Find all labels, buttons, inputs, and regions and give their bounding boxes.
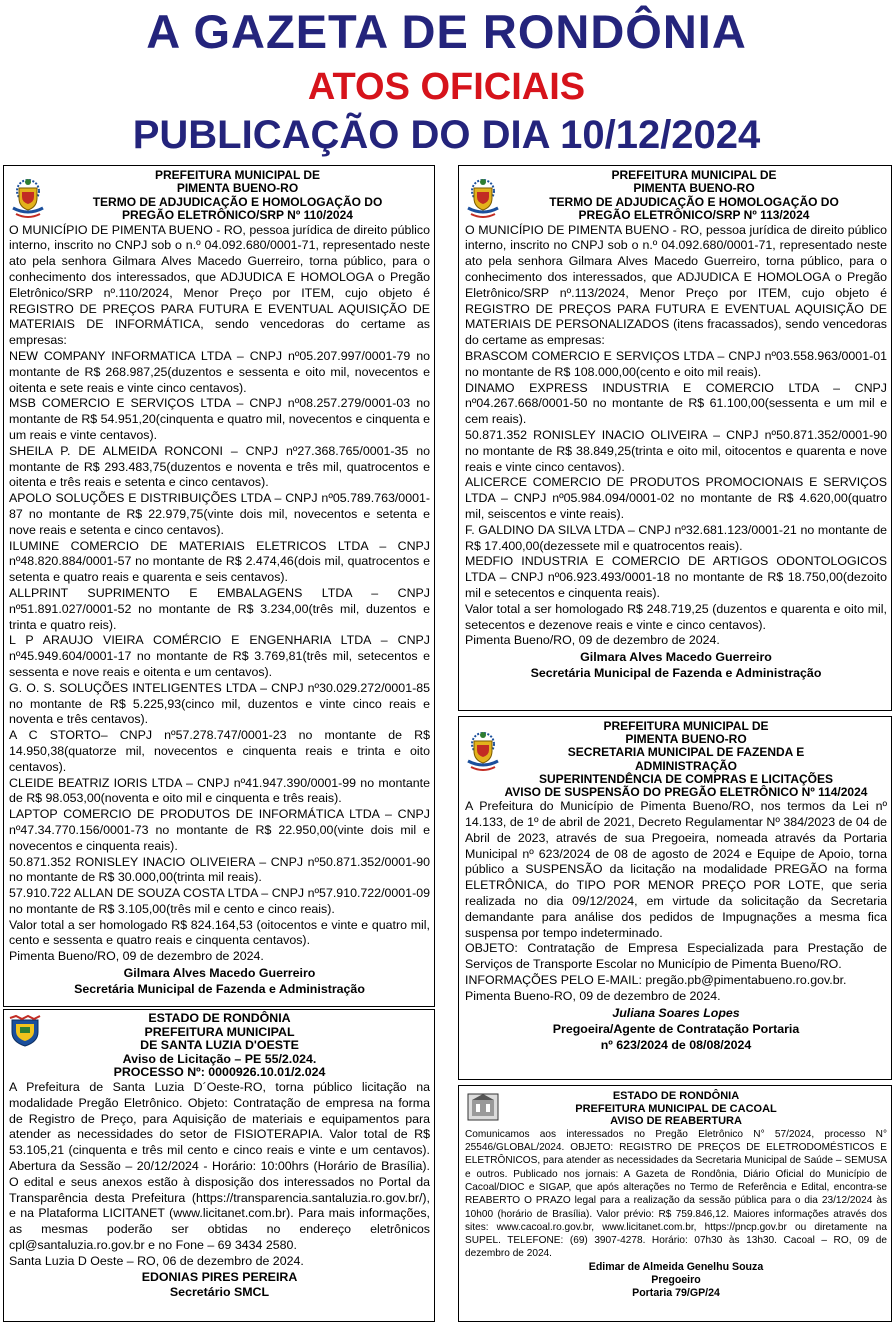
paragraph: L P ARAUJO VIEIRA COMÉRCIO E ENGENHARIA LTDA – CNPJ nº45.949.604/0001-17 no montante de R$ 3.769,81(três mil, setecentos e sessenta e nove reais e oitenta e um centavos). [9,633,430,679]
newspaper-title: A GAZETA DE RONDÔNIA [146,5,747,58]
heading-line: PREFEITURA MUNICIPAL DE CACOAL [575,1102,777,1115]
signatory-name: EDONIAS PIRES PEREIRA [141,1269,298,1284]
paragraph: 50.871.352 RONISLEY INACIO OLIVEIERA – CNPJ nº50.871.352/0001-90 no montante de R$ 30.000,00(trinta mil reais). [9,854,430,885]
signatory-name: Gilmara Alves Macedo Guerreiro [123,966,316,981]
paragraph: ALICERCE COMERCIO DE PRODUTOS PROMOCIONAIS E SERVIÇOS LTDA – CNPJ nº05.984.094/0001-02 no montante de R$ 4.620,00(quatro mil, seiscentos e vinte reais). [465,475,887,521]
signatory-reference: Portaria 79/GP/24 [632,1287,720,1300]
heading-line: DE SANTA LUZIA D'OESTE [140,1038,299,1053]
paragraph: Pimenta Bueno-RO, 09 de dezembro de 2024. [465,988,721,1003]
paragraph: NEW COMPANY INFORMATICA LTDA – CNPJ nº05.207.997/0001-79 no montante de R$ 268.987,25(duzentos e sessenta e oito mil, novecentos e oitenta e sete reais e vinte cinco centavos). [9,349,430,395]
heading-line: SECRETARIA MUNICIPAL DE FAZENDA E [567,745,805,760]
paragraph: A Prefeitura de Santa Luzia D´Oeste-RO, torna público licitação na modalidade Pregão Eletrônico. Objeto: Contratação de empresa na forma de Registro de Preço, para Aquisição de materiais e equipamentos para atender as necessidades do setor de FISIOTERAPIA. Valor total de R$ 53.105,21 (cinquenta e três mil cento e cinco reais e vinte e um centavos). Abertura da Sessão – 20/12/2024 - Horário: 10:00hrs (Horário de Brasília). O edital e seus anexos estão à disposição dos interessados no Portal da Transparência desta Prefeitura (https://transparencia.santaluzia.ro.gov.br/), e na Plataforma LICITANET (www.licitanet.com.br). Para mais informações, as mesmas poderão ser obtidas no endereço eletrônicos cpl@santaluzia.ro.gov.br e no Fone – 69 3434 2580. [9,1079,430,1252]
notice-cacoal-reabertura [458,1085,892,1322]
signatory-name: Juliana Soares Lopes [612,1005,740,1020]
signatory-title: Pregoeiro [651,1273,701,1286]
paragraph: LAPTOP COMERCIO DE PRODUTOS DE INFORMÁTICA LTDA – CNPJ nº47.34.770.156/0001-73 no montante de R$ 22.950,00(vinte dois mil e novecentos e cinquenta reais). [9,807,430,853]
heading-line: SUPERINTENDÊNCIA DE COMPRAS E LICITAÇÕES [538,771,834,786]
paragraph: SHEILA P. DE ALMEIDA RONCONI – CNPJ nº27.368.765/0001-35 no montante de R$ 293.483,75(duzentos e noventa e três mil, quatrocentos e oitenta e três reais e setenta e cinco centavos). [9,443,430,490]
heading-line: PREFEITURA MUNICIPAL DE [603,719,769,733]
notice-pregao-113 [458,165,892,711]
coat-of-arms-icon [465,727,501,777]
paragraph: APOLO SOLUÇÕES E DISTRIBUIÇÕES LTDA – CNPJ nº05.789.763/0001-87 no montante de R$ 22.979,75(vinte dois mil, novecentos e setenta e nove reais e setenta e cinco centavos). [9,491,430,537]
paragraph: A C STORTO– CNPJ nº57.278.747/0001-23 no montante de R$ 14.950,38(quatorze mil, novecentos e cinquenta reais e trinta e oito centavos). [9,728,430,774]
signatory-title: Secretária Municipal de Fazenda e Administração [74,982,365,997]
heading-line: AVISO DE SUSPENSÃO DO PREGÃO ELETRÔNICO Nº 114/2024 [504,785,868,800]
heading-line: TERMO DE ADJUDICAÇÃO E HOMOLOGAÇÃO DO [549,194,839,209]
paragraph: 57.910.722 ALLAN DE SOUZA COSTA LTDA – CNPJ nº57.910.722/0001-09 no montante de R$ 3.105,00(três mil e cento e cinco reais). [9,886,430,916]
paragraph: Valor total a ser homologado R$ 824.164,53 (oitocentos e vinte e quatro mil, cento e sessenta e quatro reais e cinquenta centavos). [9,917,430,948]
paragraph: ILUMINE COMERCIO DE MATERIAIS ELETRICOS LTDA – CNPJ nº48.820.884/0001-57 no montante de R$ 2.474,46(dois mil, quatrocentos e setenta e quatro reais e quarenta e seis centavos). [9,538,430,585]
heading-line: PREGÃO ELETRÔNICO/SRP Nº 110/2024 [122,208,353,223]
paragraph: G. O. S. SOLUÇÕES INTELIGENTES LTDA – CNPJ nº30.029.272/0001-85 no montante de R$ 5.225,93(cinco mil, duzentos e vinte cinco reais e noventa e três centavos). [9,680,430,727]
paragraph: Pimenta Bueno/RO, 09 de dezembro de 2024. [465,633,720,648]
paragraph: Comunicamos aos interessados no Pregão Eletrônico N° 57/2024, processo N° 25546/GLOBAL/2024. OBJETO: REGISTRO DE PREÇOS DE ELETRODOMÉSTICOS E ELETRÔNICOS, para atender as necessidades da Secretaria Municipal de Saúde – SEMUSA e outros. Publicado nos jornais: A Gazeta de Rondônia, Diário Oficial do Município de Cacoal/DIOC e SIGAP, que após alterações no Termo de Referência e Edital, encontra-se REABERTO O PRAZO legal para a realização da sessão pública para o dia 23/12/2024 às 10h00 (horário de Brasília). Valor prévio: R$ 759.846,12. Maiores informações através dos sites: www.cacoal.ro.gov.br, www.licitanet.com.br, https://pncp.gov.br ou diretamente na SUPEL. TELEFONE: (69) 3907-4278. Horário: 07h30 às 13h30. Cacoal – RO, 09 de dezembro de 2024. [465,1128,887,1260]
signatory-title: Secretário SMCL [169,1284,270,1299]
coat-of-arms-icon [465,174,501,224]
paragraph: O MUNICÍPIO DE PIMENTA BUENO - RO, pessoa jurídica de direito público interno, inscrito no CNPJ sob o n.º 04.092.680/0001-71, representado neste ato pela senhora Gilmara Alves Macedo Guerreiro, torna público, para o conhecimento dos interessados, que ADJUDICA E HOMOLOGA o Pregão Eletrônico/SRP nº.113/2024, Menor Preço por ITEM, cujo objeto é REGISTRO DE PREÇOS PARA FUTURA E EVENTUAL AQUISIÇÃO DE MATERIAIS DE PERSONALIZADOS (itens fracassados), sendo vencedoras do certame as empresas: [465,222,887,348]
paragraph: BRASCOM COMERCIO E SERVIÇOS LTDA – CNPJ nº03.558.963/0001-01 no montante de R$ 108.000,00(cento e oito mil reais). [465,349,887,379]
masthead [0,0,893,162]
paragraph: OBJETO: Contratação de Empresa Especializada para Prestação de Serviços de Transporte Escolar no Município de Pimenta Bueno/RO. [465,941,887,972]
paragraph: MEDFIO INDUSTRIA E COMERCIO DE ARTIGOS ODONTOLOGICOS LTDA – CNPJ nº06.923.493/0001-18 no montante de R$ 18.750,00(dezoito mil e setecentos e cinquenta reais). [465,554,887,600]
paragraph: Santa Luzia D Oeste – RO, 06 de dezembro de 2024. [9,1253,304,1268]
heading-line: ESTADO DE RONDÔNIA [612,1090,740,1102]
heading-line: PREGÃO ELETRÔNICO/SRP Nº 113/2024 [578,208,810,223]
heading-line: PREFEITURA MUNICIPAL [144,1024,295,1039]
heading-line: PIMENTA BUENO-RO [176,181,299,196]
heading-line: PREFEITURA MUNICIPAL DE [154,168,321,182]
heading-line: PROCESSO Nº: 0000926.10.01/2.024 [113,1065,326,1080]
paragraph: F. GALDINO DA SILVA LTDA – CNPJ nº32.681.123/0001-21 no montante de R$ 17.400,00(dezessete mil e quatrocentos reais). [465,522,887,553]
heading-line: ADMINISTRAÇÃO [635,758,737,773]
heading-line: Aviso de Licitação – PE 55/2.024. [122,1051,317,1066]
paragraph: CLEIDE BEATRIZ IORIS LTDA – CNPJ nº41.947.390/0001-99 no montante de R$ 98.053,00(noventa e oito mil e cinquenta e três reais). [9,775,430,806]
paragraph: DINAMO EXPRESS INDUSTRIA E COMERCIO LTDA – CNPJ nº04.267.668/0001-50 no montante de R$ 61.100,00(sessenta e um mil e cem reais). [465,380,887,427]
heading-line: TERMO DE ADJUDICAÇÃO E HOMOLOGAÇÃO DO [92,194,383,209]
paragraph: MSB COMERCIO E SERVIÇOS LTDA – CNPJ nº08.257.279/0001-03 no montante de R$ 54.951,20(cinquenta e quatro mil, novecentos e cinquenta e um reais e vinte centavos). [9,396,430,442]
heading-line: PIMENTA BUENO-RO [633,181,755,196]
paragraph: O MUNICÍPIO DE PIMENTA BUENO - RO, pessoa jurídica de direito público interno, inscrito no CNPJ sob o n.º 04.092.680/0001-71, representado neste ato pela senhora Gilmara Alves Macedo Guerreiro, torna público, para o conhecimento dos interessados, que ADJUDICA E HOMOLOGA o Pregão Eletrônico/SRP nº.110/2024, Menor Preço por ITEM, cujo objeto é REGISTRO DE PREÇOS PARA FUTURA E EVENTUAL AQUISIÇÃO DE MATERIAIS DE INFORMÁTICA, sendo vencedoras do certame as empresas: [9,222,430,348]
paragraph: Valor total a ser homologado R$ 248.719,25 (duzentos e quarenta e oito mil, setecentos e dezenove reais e vinte e cinco centavos). [465,601,887,632]
signatory-name: Edimar de Almeida Genelhu Souza [588,1260,764,1273]
heading-line: ESTADO DE RONDÔNIA [148,1011,291,1025]
heading-line: PREFEITURA MUNICIPAL DE [611,168,777,182]
paragraph: Pimenta Bueno/RO, 09 de dezembro de 2024. [9,949,264,964]
signatory-title: Secretária Municipal de Fazenda e Administração [530,666,822,681]
paragraph: INFORMAÇÕES PELO E-MAIL: pregão.pb@pimentabueno.ro.gov.br. [465,972,847,987]
signatory-name: Gilmara Alves Macedo Guerreiro [580,650,772,665]
paragraph: A Prefeitura do Município de Pimenta Bueno/RO, nos termos da Lei nº 14.133, de 1º de abril de 2021, Decreto Regulamentar Nº 384/2023 de 04 de Abril de 2023, através de sua Pregoeira, nomeada através da Portaria Municipal nº 623/2024 de 08 de agosto de 2024 e Equipe de Apoio, torna público a SUSPENSÃO da licitação na modalidade PREGÃO na forma ELETRÔNICA, do TIPO POR MENOR PREÇO POR LOTE, que seria realizada no dia 09/12/2024, em virtude da solicitação da Secretaria demandante para análise dos pedidos de Impugnações a mesma fica suspensa por tempo indeterminado. [465,799,887,940]
section-title: ATOS OFICIAIS [307,66,586,108]
notice-suspensao-pregao-114 [458,716,892,1080]
paragraph: 50.871.352 RONISLEY INACIO OLIVEIRA – CNPJ nº50.871.352/0001-90 no montante de R$ 38.849,25(trinta e oito mil, oitocentos e quarenta e nove reais e vinte cinco centavos). [465,427,887,474]
notice-santa-luzia-pe-55 [3,1009,435,1322]
signatory-reference: nº 623/2024 de 08/08/2024 [600,1037,752,1052]
coat-of-arms-icon [8,1014,42,1048]
heading-line: PIMENTA BUENO-RO [625,732,747,747]
coat-of-arms-icon [10,174,46,224]
edition-date: PUBLICAÇÃO DO DIA 10/12/2024 [132,113,761,157]
paragraph: ALLPRINT SUPRIMENTO E EMBALAGENS LTDA – CNPJ nº51.891.027/0001-52 no montante de R$ 3.234,00(três mil, duzentos e trinta e quatro reis). [9,585,430,632]
notice-pregao-110 [3,165,435,1007]
heading-line: AVISO DE REABERTURA [610,1115,742,1128]
coat-of-arms-icon [465,1090,501,1124]
signatory-title: Pregoeira/Agente de Contratação Portaria [552,1021,800,1036]
